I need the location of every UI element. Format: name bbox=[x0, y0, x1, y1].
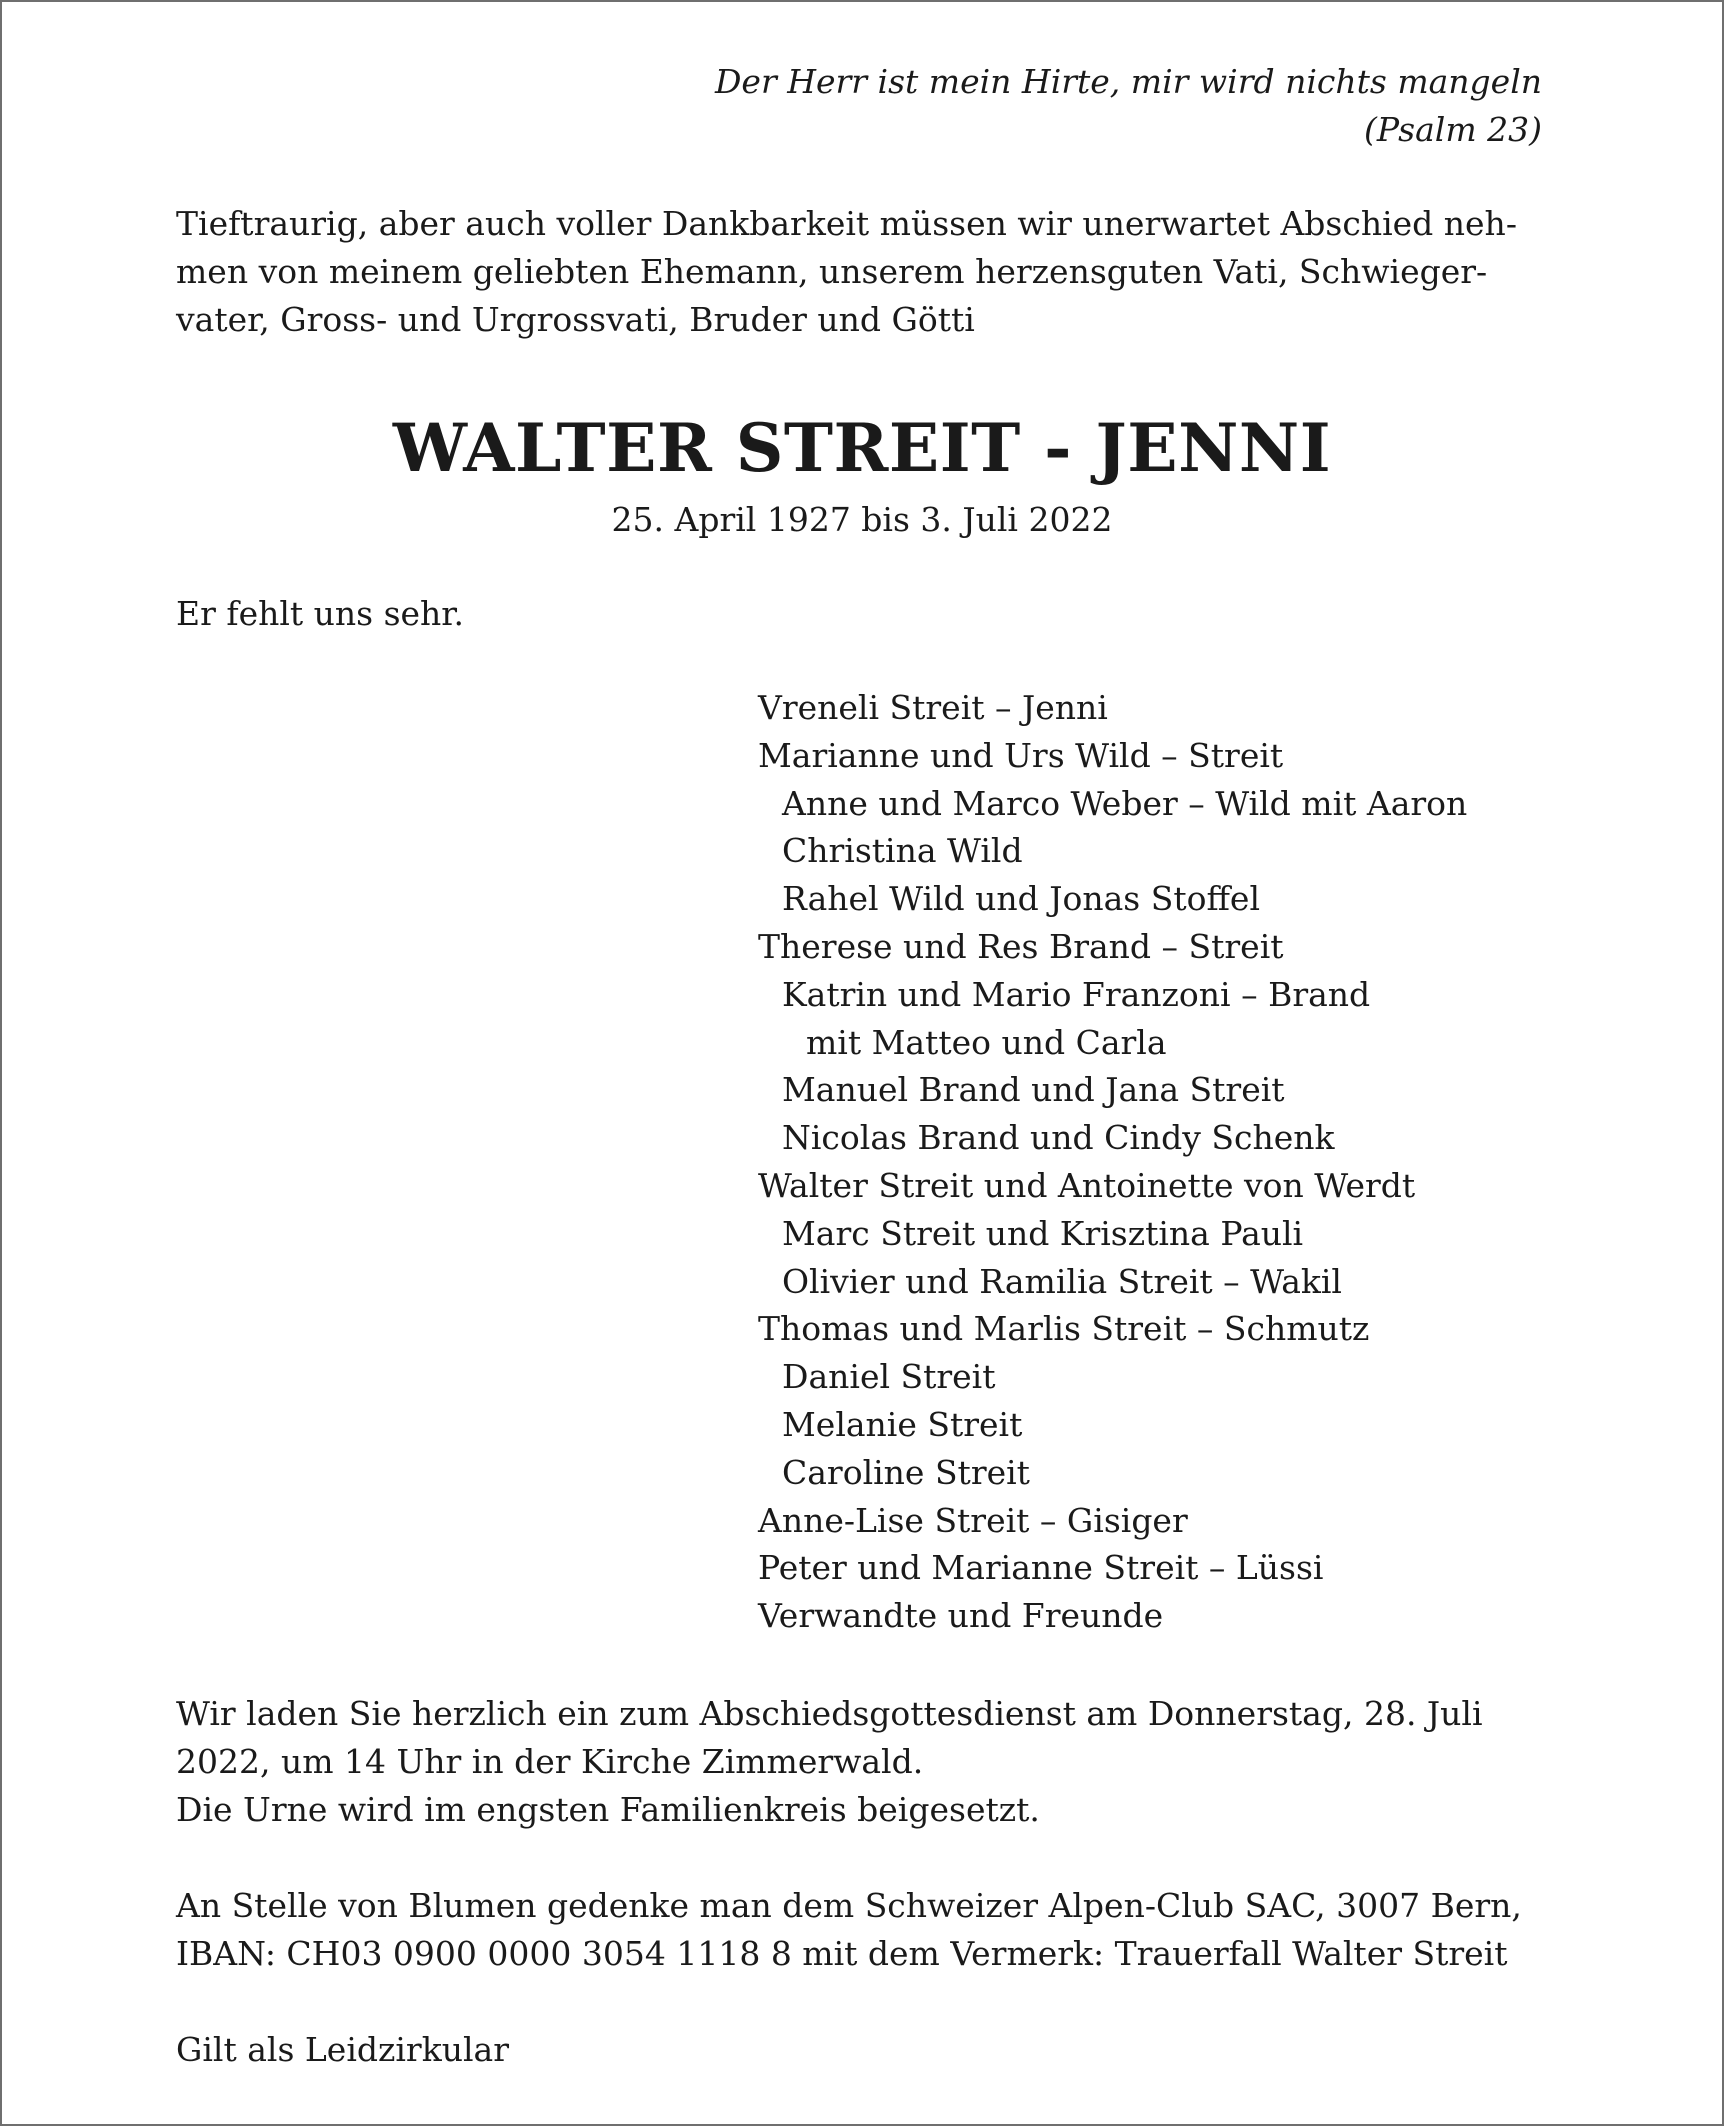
life-dates: 25. April 1927 bis 3. Juli 2022 bbox=[611, 500, 1113, 539]
mourner-entry: Olivier und Ramilia Streit – Wakil bbox=[782, 1261, 1342, 1301]
mourner-entry: Rahel Wild und Jonas Stoffel bbox=[782, 879, 1261, 919]
donation-line: An Stelle von Blumen gedenke man dem Schweizer Alpen-Club SAC, 3007 Bern, bbox=[176, 1886, 1522, 1925]
service-announcement bbox=[176, 1690, 1483, 1834]
donation-line: IBAN: CH03 0900 0000 3054 1118 8 mit dem Vermerk: Trauerfall Walter Streit bbox=[176, 1934, 1508, 1973]
circular-note: Gilt als Leidzirkular bbox=[176, 2030, 509, 2069]
mourner-entry: Melanie Streit bbox=[782, 1404, 1023, 1444]
intro-line: vater, Gross- und Urgrossvati, Bruder und Götti bbox=[176, 300, 975, 339]
service-line: Die Urne wird im engsten Familienkreis beigesetzt. bbox=[176, 1790, 1040, 1829]
bible-verse-text: Der Herr ist mein Hirte, mir wird nichts mangeln bbox=[714, 62, 1542, 101]
bible-verse bbox=[715, 58, 1542, 154]
mourner-entry: Marc Streit und Krisztina Pauli bbox=[782, 1213, 1304, 1253]
mourner-entry: Marianne und Urs Wild – Streit bbox=[758, 735, 1284, 775]
mourner-entry: Caroline Streit bbox=[782, 1452, 1030, 1492]
service-line: 2022, um 14 Uhr in der Kirche Zimmerwald. bbox=[176, 1742, 924, 1781]
mourner-entry: Christina Wild bbox=[782, 831, 1023, 871]
mourner-entry: Verwandte und Freunde bbox=[758, 1596, 1164, 1636]
mourner-entry: Walter Streit und Antoinette von Werdt bbox=[758, 1165, 1416, 1205]
deceased-name: WALTER STREIT - JENNI bbox=[392, 409, 1332, 487]
mourner-entry: mit Matteo und Carla bbox=[806, 1022, 1167, 1062]
intro-line: Tieftraurig, aber auch voller Dankbarkeit müssen wir unerwartet Abschied neh- bbox=[176, 204, 1517, 243]
bible-verse-reference: (Psalm 23) bbox=[1363, 110, 1542, 149]
closing-line: Er fehlt uns sehr. bbox=[176, 594, 464, 633]
mourner-entry: Nicolas Brand und Cindy Schenk bbox=[782, 1118, 1335, 1158]
mourner-entry: Daniel Streit bbox=[782, 1357, 996, 1397]
mourner-entry: Anne und Marco Weber – Wild mit Aaron bbox=[782, 783, 1468, 823]
donation-notice bbox=[176, 1882, 1522, 1978]
mourner-entry: Vreneli Streit – Jenni bbox=[758, 688, 1108, 727]
intro-paragraph bbox=[176, 200, 1546, 344]
mourner-entry: Anne-Lise Streit – Gisiger bbox=[758, 1500, 1188, 1540]
mourner-entry: Katrin und Mario Franzoni – Brand bbox=[782, 974, 1371, 1014]
mourner-entry: Manuel Brand und Jana Streit bbox=[782, 1070, 1285, 1110]
service-line: Wir laden Sie herzlich ein zum Abschiedsgottesdienst am Donnerstag, 28. Juli bbox=[176, 1694, 1483, 1733]
mourners-list bbox=[758, 684, 1467, 1640]
intro-line: men von meinem geliebten Ehemann, unserem herzensguten Vati, Schwieger- bbox=[176, 252, 1488, 291]
mourner-entry: Peter und Marianne Streit – Lüssi bbox=[758, 1548, 1324, 1588]
mourner-entry: Thomas und Marlis Streit – Schmutz bbox=[758, 1309, 1370, 1349]
mourner-entry: Therese und Res Brand – Streit bbox=[758, 926, 1284, 966]
